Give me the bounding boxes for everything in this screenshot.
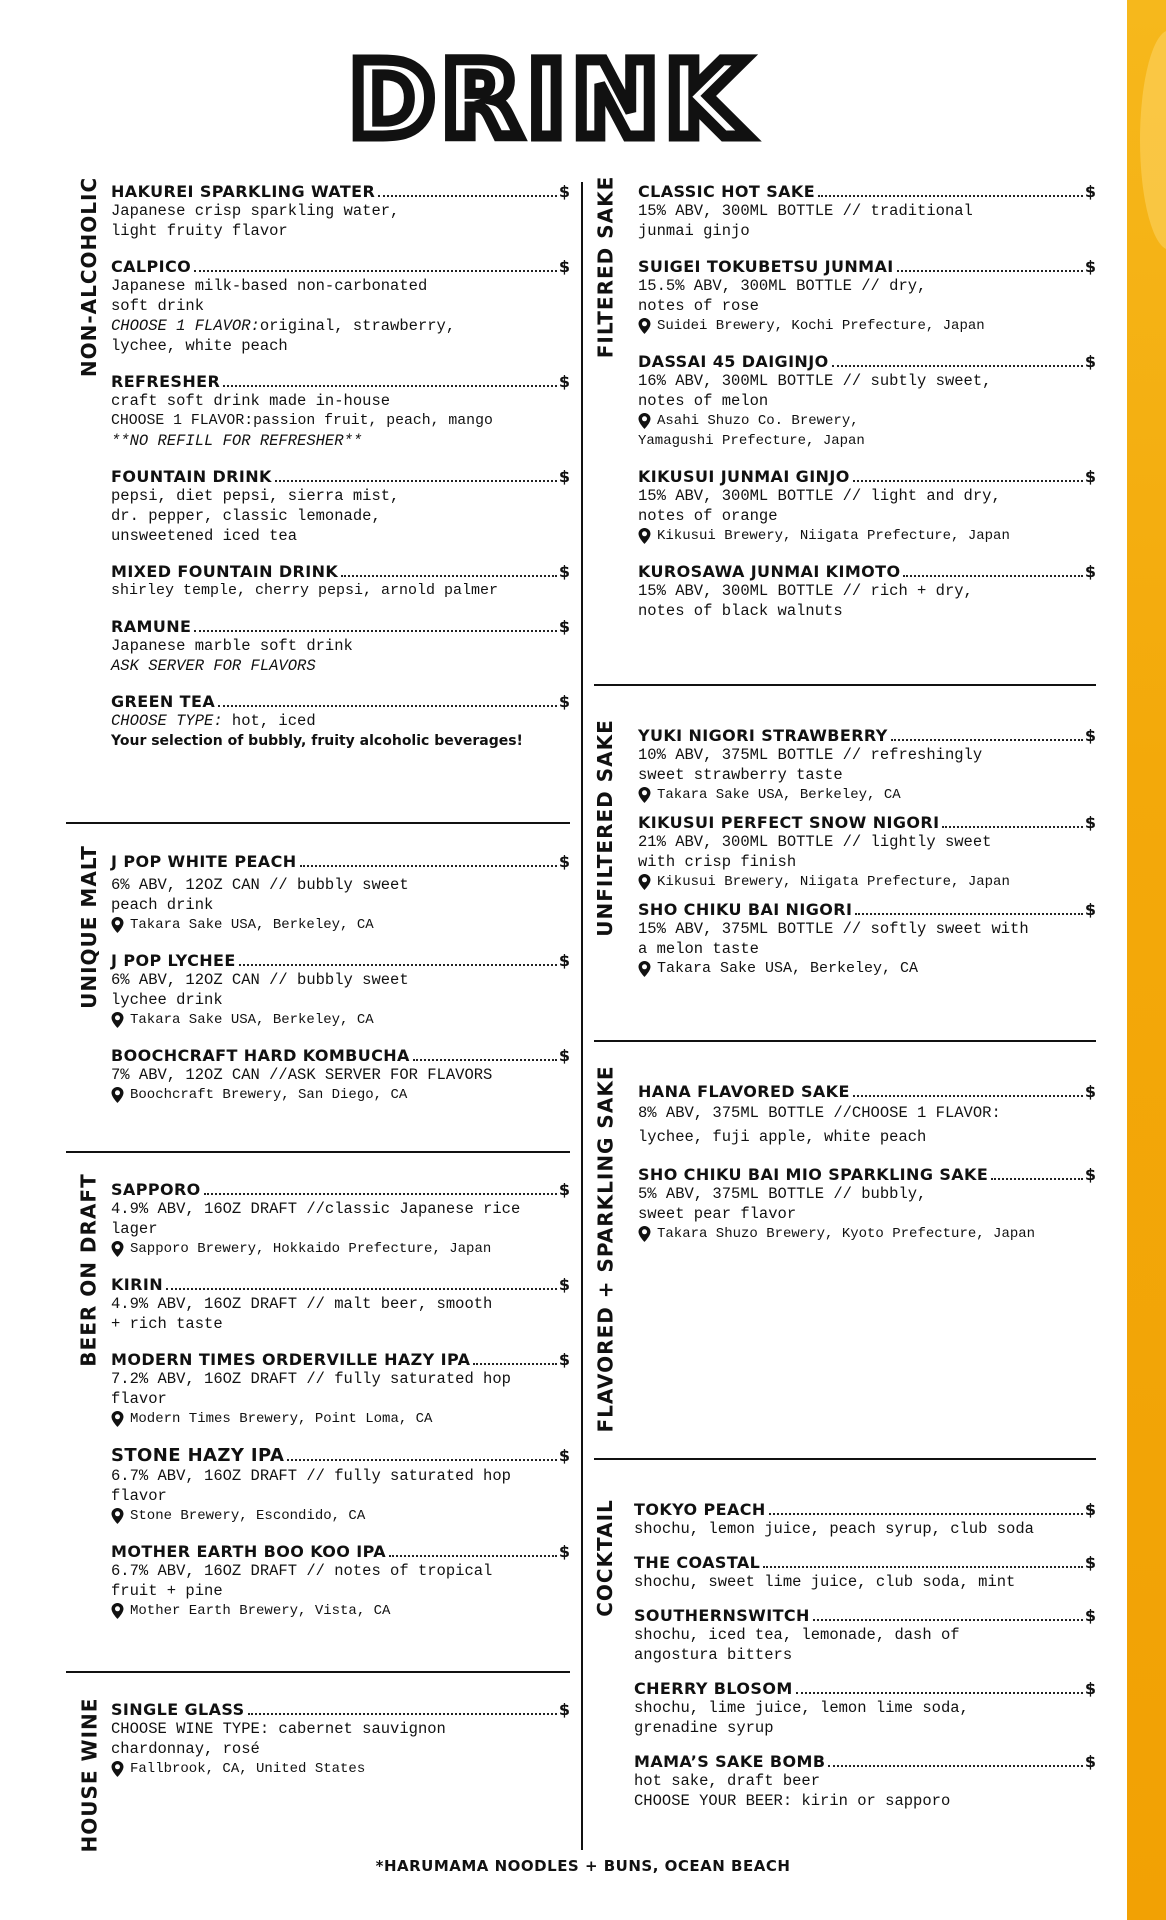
item-price: $: [1084, 467, 1096, 486]
section-beer-on-draft: [66, 1173, 570, 1660]
leader-dots: [204, 1193, 557, 1195]
menu-item: [634, 1679, 1096, 1738]
item-price: $: [1084, 352, 1096, 371]
item-desc: 6.7% ABV, 16OZ DRAFT // notes of tropical: [111, 1562, 493, 1580]
item-price: $: [558, 182, 570, 201]
item-location: [638, 411, 1096, 431]
svg-text:DRINK: DRINK: [348, 52, 752, 148]
item-location: [638, 959, 1096, 979]
leader-dots: [853, 1095, 1083, 1097]
item-list: [111, 852, 570, 1121]
menu-item: [111, 617, 570, 676]
location-pin-icon: [111, 1761, 124, 1777]
menu-item: [634, 1500, 1096, 1539]
menu-item: [111, 562, 570, 601]
leader-dots: [818, 195, 1083, 197]
choice-value: hot, iced: [222, 712, 316, 730]
item-desc: CHOOSE WINE TYPE: cabernet sauvignon: [111, 1720, 446, 1738]
item-desc: shirley temple, cherry pepsi, arnold palmer: [111, 582, 499, 599]
item-price: $: [558, 562, 570, 581]
location-text: Takara Sake USA, Berkeley, CA: [130, 1012, 374, 1028]
section-label: HOUSE WINE: [77, 1697, 102, 1853]
item-name: KIRIN: [111, 1275, 164, 1294]
item-desc: 5% ABV, 375ML BOTTLE // bubbly,: [638, 1185, 927, 1203]
section-label: BEER ON DRAFT: [77, 1173, 102, 1367]
item-desc: 6% ABV, 12OZ CAN // bubbly sweet: [111, 971, 409, 989]
item-price: $: [1084, 1752, 1096, 1771]
item-desc: 6.7% ABV, 16OZ DRAFT // fully saturated hop: [111, 1467, 511, 1485]
leader-dots: [832, 365, 1083, 367]
item-price: $: [558, 852, 570, 871]
menu-item: [638, 352, 1096, 451]
leader-dots: [389, 1555, 557, 1557]
item-name: SUIGEI TOKUBETSU JUNMAI: [638, 257, 894, 276]
location-text: Takara Sake USA, Berkeley, CA: [130, 917, 374, 933]
item-desc: with crisp finish: [638, 853, 797, 871]
menu-item: [638, 467, 1096, 546]
menu-item: [111, 257, 570, 356]
accent-stripe: [1127, 0, 1166, 1920]
item-location: [638, 526, 1096, 546]
item-price: $: [1084, 182, 1096, 201]
item-name: J POP WHITE PEACH: [111, 852, 297, 871]
menu-item: [111, 951, 570, 1030]
leader-dots: [275, 480, 557, 482]
item-location: [111, 1010, 570, 1030]
item-name: KUROSAWA JUNMAI KIMOTO: [638, 562, 901, 581]
item-name: SOUTHERNSWITCH: [634, 1606, 810, 1625]
choice-label: CHOOSE 1 FLAVOR:: [111, 317, 260, 335]
item-price: $: [1084, 900, 1096, 919]
leader-dots: [223, 385, 557, 387]
item-desc: 6% ABV, 12OZ CAN // bubbly sweet: [111, 876, 409, 894]
choice-value: original, strawberry,: [259, 317, 456, 335]
leader-dots: [891, 739, 1083, 741]
item-desc: angostura bitters: [634, 1646, 793, 1664]
item-location: [638, 872, 1096, 892]
location-text: Yamagushi Prefecture, Japan: [638, 433, 865, 449]
section-cocktail: [594, 1500, 1096, 1840]
item-name: BOOCHCRAFT HARD KOMBUCHA: [111, 1046, 410, 1065]
item-name: MODERN TIMES ORDERVILLE HAZY IPA: [111, 1350, 471, 1369]
location-pin-icon: [111, 1087, 124, 1103]
item-desc: lychee drink: [111, 991, 223, 1009]
item-name: SHO CHIKU BAI NIGORI: [638, 900, 853, 919]
leader-dots: [413, 1059, 557, 1061]
item-price: $: [1084, 1606, 1096, 1625]
leader-dots: [166, 1288, 557, 1290]
item-location: [638, 785, 1096, 805]
item-desc: CHOOSE 1 FLAVOR:passion fruit, peach, mango: [111, 413, 493, 429]
menu-item: [111, 1180, 570, 1259]
item-desc: Japanese marble soft drink: [111, 637, 353, 655]
item-list: [111, 1180, 570, 1637]
item-location: [111, 1409, 570, 1429]
section-label: NON-ALCOHOLIC: [77, 176, 102, 378]
item-price: $: [1084, 1679, 1096, 1698]
item-name: FOUNTAIN DRINK: [111, 467, 272, 486]
location-pin-icon: [638, 874, 651, 890]
item-name: KIKUSUI PERFECT SNOW NIGORI: [638, 813, 940, 832]
item-price: $: [558, 1350, 570, 1369]
item-choice: [111, 711, 570, 731]
item-name: HAKUREI SPARKLING WATER: [111, 182, 376, 201]
location-text: Asahi Shuzo Co. Brewery,: [657, 413, 859, 429]
item-desc: 4.9% ABV, 16OZ DRAFT //classic Japanese rice: [111, 1200, 521, 1218]
location-pin-icon: [638, 961, 651, 977]
item-desc: 8% ABV, 375ML BOTTLE //CHOOSE 1 FLAVOR:: [638, 1104, 1001, 1122]
footer-note: *HARUMAMA NOODLES + BUNS, OCEAN BEACH: [375, 1857, 791, 1875]
item-desc: shochu, lemon juice, peach syrup, club soda: [634, 1520, 1034, 1538]
section-unique-malt: [66, 845, 570, 1122]
item-name: HANA FLAVORED SAKE: [638, 1082, 850, 1101]
item-desc: Japanese crisp sparkling water,: [111, 202, 400, 220]
item-desc: unsweetened iced tea: [111, 527, 298, 545]
section-non-alcoholic: [66, 176, 570, 802]
section-house-wine: [66, 1697, 570, 1853]
item-name: TOKYO PEACH: [634, 1500, 766, 1519]
menu-item: [638, 1082, 1096, 1149]
item-choice: [111, 316, 570, 336]
item-list: [111, 1700, 570, 1795]
item-price: $: [558, 1700, 570, 1719]
item-desc: 7% ABV, 12OZ CAN //ASK SERVER FOR FLAVORS: [111, 1066, 493, 1084]
leader-dots: [769, 1513, 1083, 1515]
item-price: $: [558, 1542, 570, 1561]
section-label: COCKTAIL: [593, 1499, 618, 1617]
item-desc: CHOOSE YOUR BEER: kirin or sapporo: [634, 1792, 951, 1810]
choice-label: CHOOSE TYPE:: [111, 712, 223, 730]
item-desc: a melon taste: [638, 940, 759, 958]
item-name: CHERRY BLOSOM: [634, 1679, 793, 1698]
item-desc: craft soft drink made in-house: [111, 392, 391, 410]
menu-item: [638, 813, 1096, 892]
location-text: Kikusui Brewery, Niigata Prefecture, Japan: [657, 528, 1010, 544]
item-price: $: [1084, 1553, 1096, 1572]
item-name: RAMUNE: [111, 617, 192, 636]
item-desc: 21% ABV, 300ML BOTTLE // lightly sweet: [638, 833, 992, 851]
item-desc: notes of orange: [638, 507, 778, 525]
menu-item: [111, 467, 570, 546]
item-location: [111, 915, 570, 935]
item-desc: sweet strawberry taste: [638, 766, 843, 784]
location-pin-icon: [111, 1012, 124, 1028]
leader-dots: [194, 630, 557, 632]
leader-dots: [813, 1619, 1083, 1621]
item-price: $: [1084, 1082, 1096, 1101]
item-desc: peach drink: [111, 896, 214, 914]
item-name: REFRESHER: [111, 372, 221, 391]
item-price: $: [1084, 1500, 1096, 1519]
item-desc: light fruity flavor: [111, 222, 288, 240]
item-price: $: [1084, 562, 1096, 581]
item-desc: flavor: [111, 1487, 167, 1505]
location-text: Mother Earth Brewery, Vista, CA: [130, 1603, 391, 1619]
location-pin-icon: [638, 1226, 651, 1242]
item-note: ASK SERVER FOR FLAVORS: [111, 657, 316, 675]
section-label: FILTERED SAKE: [593, 175, 618, 359]
item-desc: 16% ABV, 300ML BOTTLE // subtly sweet,: [638, 372, 992, 390]
leader-dots: [473, 1363, 556, 1365]
item-desc: Japanese milk-based non-carbonated: [111, 277, 428, 295]
item-price: $: [558, 617, 570, 636]
item-desc: lychee, white peach: [111, 337, 288, 355]
item-list: [638, 182, 1096, 637]
item-location: [111, 1085, 570, 1105]
item-location: [111, 1601, 570, 1621]
section-divider: [594, 1458, 1096, 1460]
menu-item: [638, 182, 1096, 241]
item-name: SINGLE GLASS: [111, 1700, 245, 1719]
item-name: SHO CHIKU BAI MIO SPARKLING SAKE: [638, 1165, 989, 1184]
location-pin-icon: [111, 917, 124, 933]
leader-dots: [341, 575, 557, 577]
item-desc: lager: [111, 1220, 158, 1238]
section-label: FLAVORED + SPARKLING SAKE: [593, 1065, 618, 1433]
location-pin-icon: [638, 787, 651, 803]
menu-item: [634, 1606, 1096, 1665]
menu-item: [638, 1165, 1096, 1244]
item-desc: junmai ginjo: [638, 222, 750, 240]
item-price: $: [558, 692, 570, 711]
item-name: CLASSIC HOT SAKE: [638, 182, 816, 201]
page-title: [0, 52, 1100, 153]
location-text: Takara Sake USA, Berkeley, CA: [657, 787, 901, 803]
menu-item: [111, 1542, 570, 1621]
section-divider: [66, 822, 570, 824]
section-label: UNFILTERED SAKE: [593, 719, 617, 937]
menu-item: [634, 1553, 1096, 1592]
item-location: [111, 1506, 570, 1526]
item-desc: 4.9% ABV, 16OZ DRAFT // malt beer, smooth: [111, 1295, 493, 1313]
leader-dots: [942, 826, 1082, 828]
section-label: UNIQUE MALT: [77, 845, 101, 1009]
item-name: MAMA’S SAKE BOMB: [634, 1752, 826, 1771]
location-pin-icon: [111, 1508, 124, 1524]
item-name: CALPICO: [111, 257, 192, 276]
menu-item: [638, 900, 1096, 979]
section-filtered-sake: [593, 175, 1096, 662]
title-wordmark: [270, 52, 830, 148]
item-location: [111, 1239, 570, 1259]
item-price: $: [558, 467, 570, 486]
location-pin-icon: [638, 318, 651, 334]
item-desc: 7.2% ABV, 16OZ DRAFT // fully saturated hop: [111, 1370, 511, 1388]
item-desc: 15% ABV, 300ML BOTTLE // rich + dry,: [638, 582, 973, 600]
section-unfiltered-sake: [593, 719, 1096, 1026]
item-price: $: [1084, 813, 1096, 832]
item-desc: 10% ABV, 375ML BOTTLE // refreshingly: [638, 746, 983, 764]
section-flavored-sparkling-sake: [593, 1065, 1096, 1433]
location-pin-icon: [111, 1241, 124, 1257]
item-desc: notes of melon: [638, 392, 769, 410]
item-desc: shochu, lime juice, lemon lime soda,: [634, 1699, 969, 1717]
item-desc: 15% ABV, 300ML BOTTLE // traditional: [638, 202, 973, 220]
item-desc: 15.5% ABV, 300ML BOTTLE // dry,: [638, 277, 927, 295]
leader-dots: [903, 575, 1082, 577]
menu-item: [111, 182, 570, 241]
item-price: $: [558, 1046, 570, 1065]
item-location: [638, 316, 1096, 336]
item-desc: 15% ABV, 375ML BOTTLE // softly sweet with: [638, 920, 1029, 938]
item-desc: dr. pepper, classic lemonade,: [111, 507, 381, 525]
item-name: SAPPORO: [111, 1180, 201, 1199]
item-desc: shochu, sweet lime juice, club soda, mint: [634, 1573, 1016, 1591]
item-price: $: [558, 951, 570, 970]
item-desc: notes of black walnuts: [638, 602, 843, 620]
location-text: Modern Times Brewery, Point Loma, CA: [130, 1411, 433, 1427]
leader-dots: [287, 1459, 557, 1461]
item-name: J POP LYCHEE: [111, 951, 236, 970]
location-text: Fallbrook, CA, United States: [130, 1761, 366, 1777]
menu-item: [638, 257, 1096, 336]
leader-dots: [378, 195, 557, 197]
item-desc: shochu, iced tea, lemonade, dash of: [634, 1626, 960, 1644]
item-name: YUKI NIGORI STRAWBERRY: [638, 726, 888, 745]
section-divider: [594, 684, 1096, 686]
item-name: GREEN TEA: [111, 692, 216, 711]
leader-dots: [855, 913, 1083, 915]
item-name: THE COASTAL: [634, 1553, 761, 1572]
location-text: Takara Shuzo Brewery, Kyoto Prefecture, Japan: [657, 1226, 1036, 1242]
location-text: Kikusui Brewery, Niigata Prefecture, Japan: [657, 874, 1010, 890]
item-name: DASSAI 45 DAIGINJO: [638, 352, 829, 371]
item-price: $: [1084, 726, 1096, 745]
menu-item: [111, 1350, 570, 1429]
location-text: Takara Sake USA, Berkeley, CA: [657, 960, 919, 977]
item-list: [638, 1082, 1096, 1260]
section-divider: [66, 1151, 570, 1153]
item-price: $: [558, 372, 570, 391]
item-desc: 15% ABV, 300ML BOTTLE // light and dry,: [638, 487, 1001, 505]
item-name: MOTHER EARTH BOO KOO IPA: [111, 1542, 387, 1561]
item-desc: flavor: [111, 1390, 167, 1408]
item-desc: sweet pear flavor: [638, 1205, 797, 1223]
menu-item: [638, 726, 1096, 805]
menu-item: [111, 1445, 570, 1526]
item-location-line2: [638, 431, 1096, 451]
leader-dots: [218, 705, 557, 707]
menu-item: [111, 692, 570, 751]
item-price: $: [558, 1446, 570, 1465]
location-text: Boochcraft Brewery, San Diego, CA: [130, 1087, 408, 1103]
menu-item: [638, 562, 1096, 621]
item-price: $: [558, 257, 570, 276]
leader-dots: [300, 865, 557, 867]
item-desc: soft drink: [111, 297, 205, 315]
item-list: [634, 1500, 1096, 1827]
item-price: $: [1084, 257, 1096, 276]
location-pin-icon: [111, 1411, 124, 1427]
item-price: $: [1084, 1165, 1096, 1184]
item-desc: lychee, fuji apple, white peach: [638, 1128, 927, 1146]
item-desc: pepsi, diet pepsi, sierra mist,: [111, 487, 400, 505]
location-pin-icon: [111, 1603, 124, 1619]
leader-dots: [763, 1566, 1083, 1568]
item-desc: + rich taste: [111, 1315, 223, 1333]
menu-item: [111, 1700, 570, 1779]
column-divider: [581, 182, 583, 1850]
leader-dots: [828, 1765, 1082, 1767]
item-name: MIXED FOUNTAIN DRINK: [111, 562, 339, 581]
item-desc: fruit + pine: [111, 1582, 223, 1600]
item-desc: grenadine syrup: [634, 1719, 774, 1737]
item-name: STONE HAZY IPA: [111, 1445, 285, 1466]
menu-item: [111, 1275, 570, 1334]
item-list: [638, 726, 1096, 995]
item-name: KIKUSUI JUNMAI GINJO: [638, 467, 850, 486]
leader-dots: [796, 1692, 1083, 1694]
item-desc: notes of rose: [638, 297, 759, 315]
menu-item: [634, 1752, 1096, 1811]
leader-dots: [897, 270, 1083, 272]
item-desc: chardonnay, rosé: [111, 1740, 260, 1758]
location-pin-icon: [638, 413, 651, 429]
item-location: [111, 1759, 570, 1779]
menu-item: [111, 1046, 570, 1105]
leader-dots: [853, 480, 1083, 482]
location-pin-icon: [638, 528, 651, 544]
menu-item: [111, 372, 570, 451]
location-text: Suidei Brewery, Kochi Prefecture, Japan: [657, 318, 985, 334]
item-price: $: [558, 1275, 570, 1294]
location-text: Stone Brewery, Escondido, CA: [130, 1508, 366, 1524]
item-location: [638, 1224, 1096, 1244]
item-list: [111, 182, 570, 767]
leader-dots: [239, 964, 557, 966]
section-divider: [594, 1040, 1096, 1042]
tagline: Your selection of bubbly, fruity alcoholic beverages!: [111, 733, 523, 749]
item-note: **NO REFILL FOR REFRESHER**: [111, 432, 363, 450]
item-price: $: [558, 1180, 570, 1199]
leader-dots: [248, 1713, 557, 1715]
location-text: Sapporo Brewery, Hokkaido Prefecture, Japan: [130, 1241, 492, 1257]
item-desc: hot sake, draft beer: [634, 1772, 821, 1790]
leader-dots: [991, 1178, 1083, 1180]
leader-dots: [194, 270, 557, 272]
menu-item: [111, 852, 570, 935]
section-divider: [66, 1671, 570, 1673]
